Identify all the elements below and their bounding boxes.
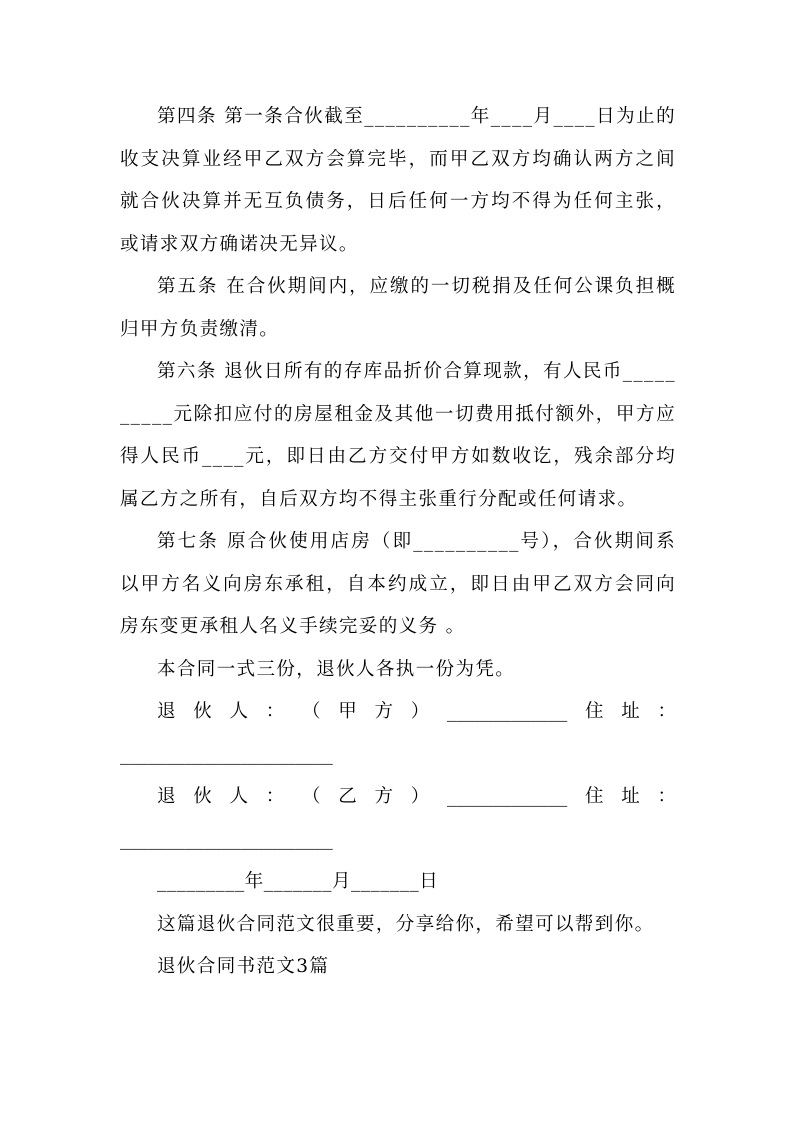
closing-remark: 这篇退伙合同范文很重要，分享给你，希望可以帮到你。 <box>157 913 655 935</box>
party-a-name-blank: _____________ <box>447 701 568 722</box>
article-7: 第七条 原合伙使用店房（即__________号），合伙期间系以甲方名义向房东承租，自本约成立，即日由甲乙双方会同向房东变更承租人名义手续完妥的义务 。 <box>120 531 676 637</box>
next-article-title: 退伙合同书范文3篇 <box>157 956 330 977</box>
sign-label-char: ： <box>265 786 285 807</box>
sign-label-char: 退 <box>157 786 176 807</box>
address-label-char: ： <box>657 786 676 807</box>
sign-label-char: 乙 <box>338 786 357 807</box>
sign-label-char: （ <box>302 786 321 807</box>
signature-row-party-b <box>120 776 676 819</box>
address-label-char: 址 <box>621 701 640 722</box>
sign-label-char: 人 <box>229 701 249 722</box>
address-label-char: ： <box>657 701 676 722</box>
signature-row-party-a <box>120 691 676 734</box>
sign-label-char: 人 <box>229 786 249 807</box>
party-b-address-blank: _______________________ <box>120 828 333 850</box>
sign-label-char: 方 <box>374 701 394 722</box>
article-6: 第六条 退伙日所有的存库品折价合算现款，有人民币__________元除扣应付的房屋租金及其他一切费用抵付额外，甲方应得人民币____元，即日由乙方交付甲方如数收讫，残余部分均属乙方之所有，自后双方均不得主张重行分配或任何请求。 <box>120 361 676 510</box>
sign-label-char: ） <box>410 701 430 722</box>
sign-label-char: （ <box>302 701 321 722</box>
address-label-char: 住 <box>584 701 604 722</box>
sign-label-char: ： <box>265 701 285 722</box>
sign-label-char: 伙 <box>193 701 212 722</box>
sign-label-char: 伙 <box>193 786 212 807</box>
sign-label-char: ） <box>410 786 430 807</box>
copies-clause: 本合同一式三份，退伙人各执一份为凭。 <box>157 658 516 680</box>
sign-label-char: 退 <box>157 701 176 722</box>
article-4: 第四条 第一条合伙截至__________年____月____日为止的收支决算业经甲乙双方会算完毕，而甲乙双方均确认两方之间就合伙决算并无互负债务，日后任何一方均不得为任何主张，或请求双方确诺决无异议。 <box>120 106 676 255</box>
sign-label-char: 方 <box>374 786 394 807</box>
document-body <box>120 96 676 989</box>
party-a-address-blank: _______________________ <box>120 743 333 765</box>
signing-date-line: _________年_______月_______日 <box>157 871 439 892</box>
address-label-char: 住 <box>584 786 604 807</box>
sign-label-char: 甲 <box>338 701 357 722</box>
party-b-name-blank: _____________ <box>447 786 568 807</box>
article-5: 第五条 在合伙期间内，应缴的一切税捐及任何公课负担概归甲方负责缴清。 <box>120 276 676 340</box>
address-label-char: 址 <box>621 786 640 807</box>
